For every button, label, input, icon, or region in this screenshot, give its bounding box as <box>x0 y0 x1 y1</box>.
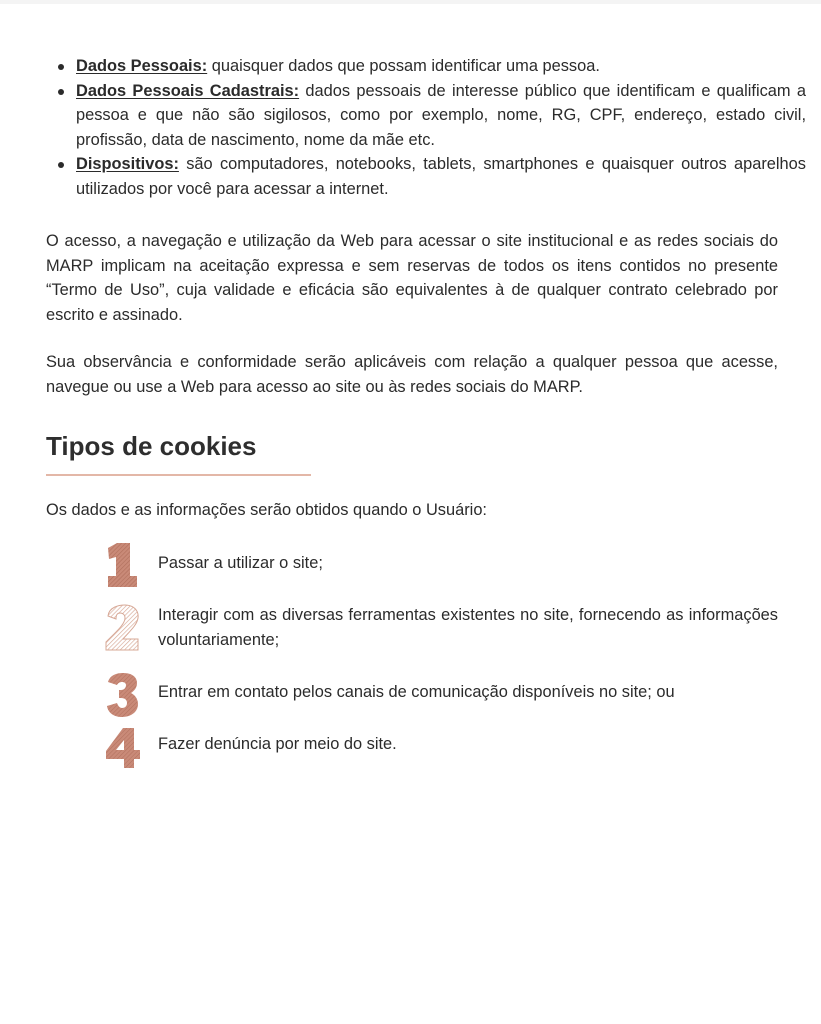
definition-text: são computadores, notebooks, tablets, smartphones e quaisquer outros aparelhos utilizados por você para acessar a internet. <box>76 155 806 198</box>
definition-term: Dispositivos: <box>76 155 179 173</box>
definition-term: Dados Pessoais: <box>76 57 208 75</box>
compliance-paragraph: Sua observância e conformidade serão aplicáveis com relação a qualquer pessoa que acesse, navegue ou use a Web para acesso ao site ou às redes sociais do MARP. <box>46 353 778 396</box>
number-three-icon <box>103 672 143 718</box>
definition-item <box>76 79 806 153</box>
definition-text: dados pessoais de interesse público que identificam e qualificam a pessoa e que não são sigilosos, como por exemplo, nome, RG, CPF, endereço, estado civil, profissão, data de nascimento, nome da mãe etc. <box>76 81 807 149</box>
step-text: Passar a utilizar o site; <box>158 554 323 572</box>
terms-paragraph: O acesso, a navegação e utilização da Web para acessar o site institucional e as redes sociais do MARP implicam na aceitação expressa e sem reservas de todos os itens contidos no presente “Termo de Uso”, cuja validade e eficácia são equivalentes à de qualquer contrato celebrado por escrito e assinado. <box>46 232 778 324</box>
definition-item <box>76 152 806 201</box>
definition-text: quaisquer dados que possam identificar uma pessoa. <box>207 57 600 75</box>
number-one-icon <box>103 540 143 590</box>
heading-underline <box>46 474 311 476</box>
step-text: Interagir com as diversas ferramentas existentes no site, fornecendo as informações voluntariamente; <box>158 606 778 649</box>
number-two-icon <box>103 603 143 653</box>
definitions-list <box>48 54 806 201</box>
step-text: Fazer denúncia por meio do site. <box>158 735 397 753</box>
top-edge <box>0 0 821 4</box>
definition-item <box>76 54 806 79</box>
definition-term: Dados Pessoais Cadastrais: <box>76 81 300 100</box>
number-four-icon <box>103 726 143 770</box>
section-heading: Tipos de cookies <box>46 431 257 461</box>
step-text: Entrar em contato pelos canais de comunicação disponíveis no site; ou <box>158 683 675 701</box>
section-intro: Os dados e as informações serão obtidos quando o Usuário: <box>46 501 487 519</box>
